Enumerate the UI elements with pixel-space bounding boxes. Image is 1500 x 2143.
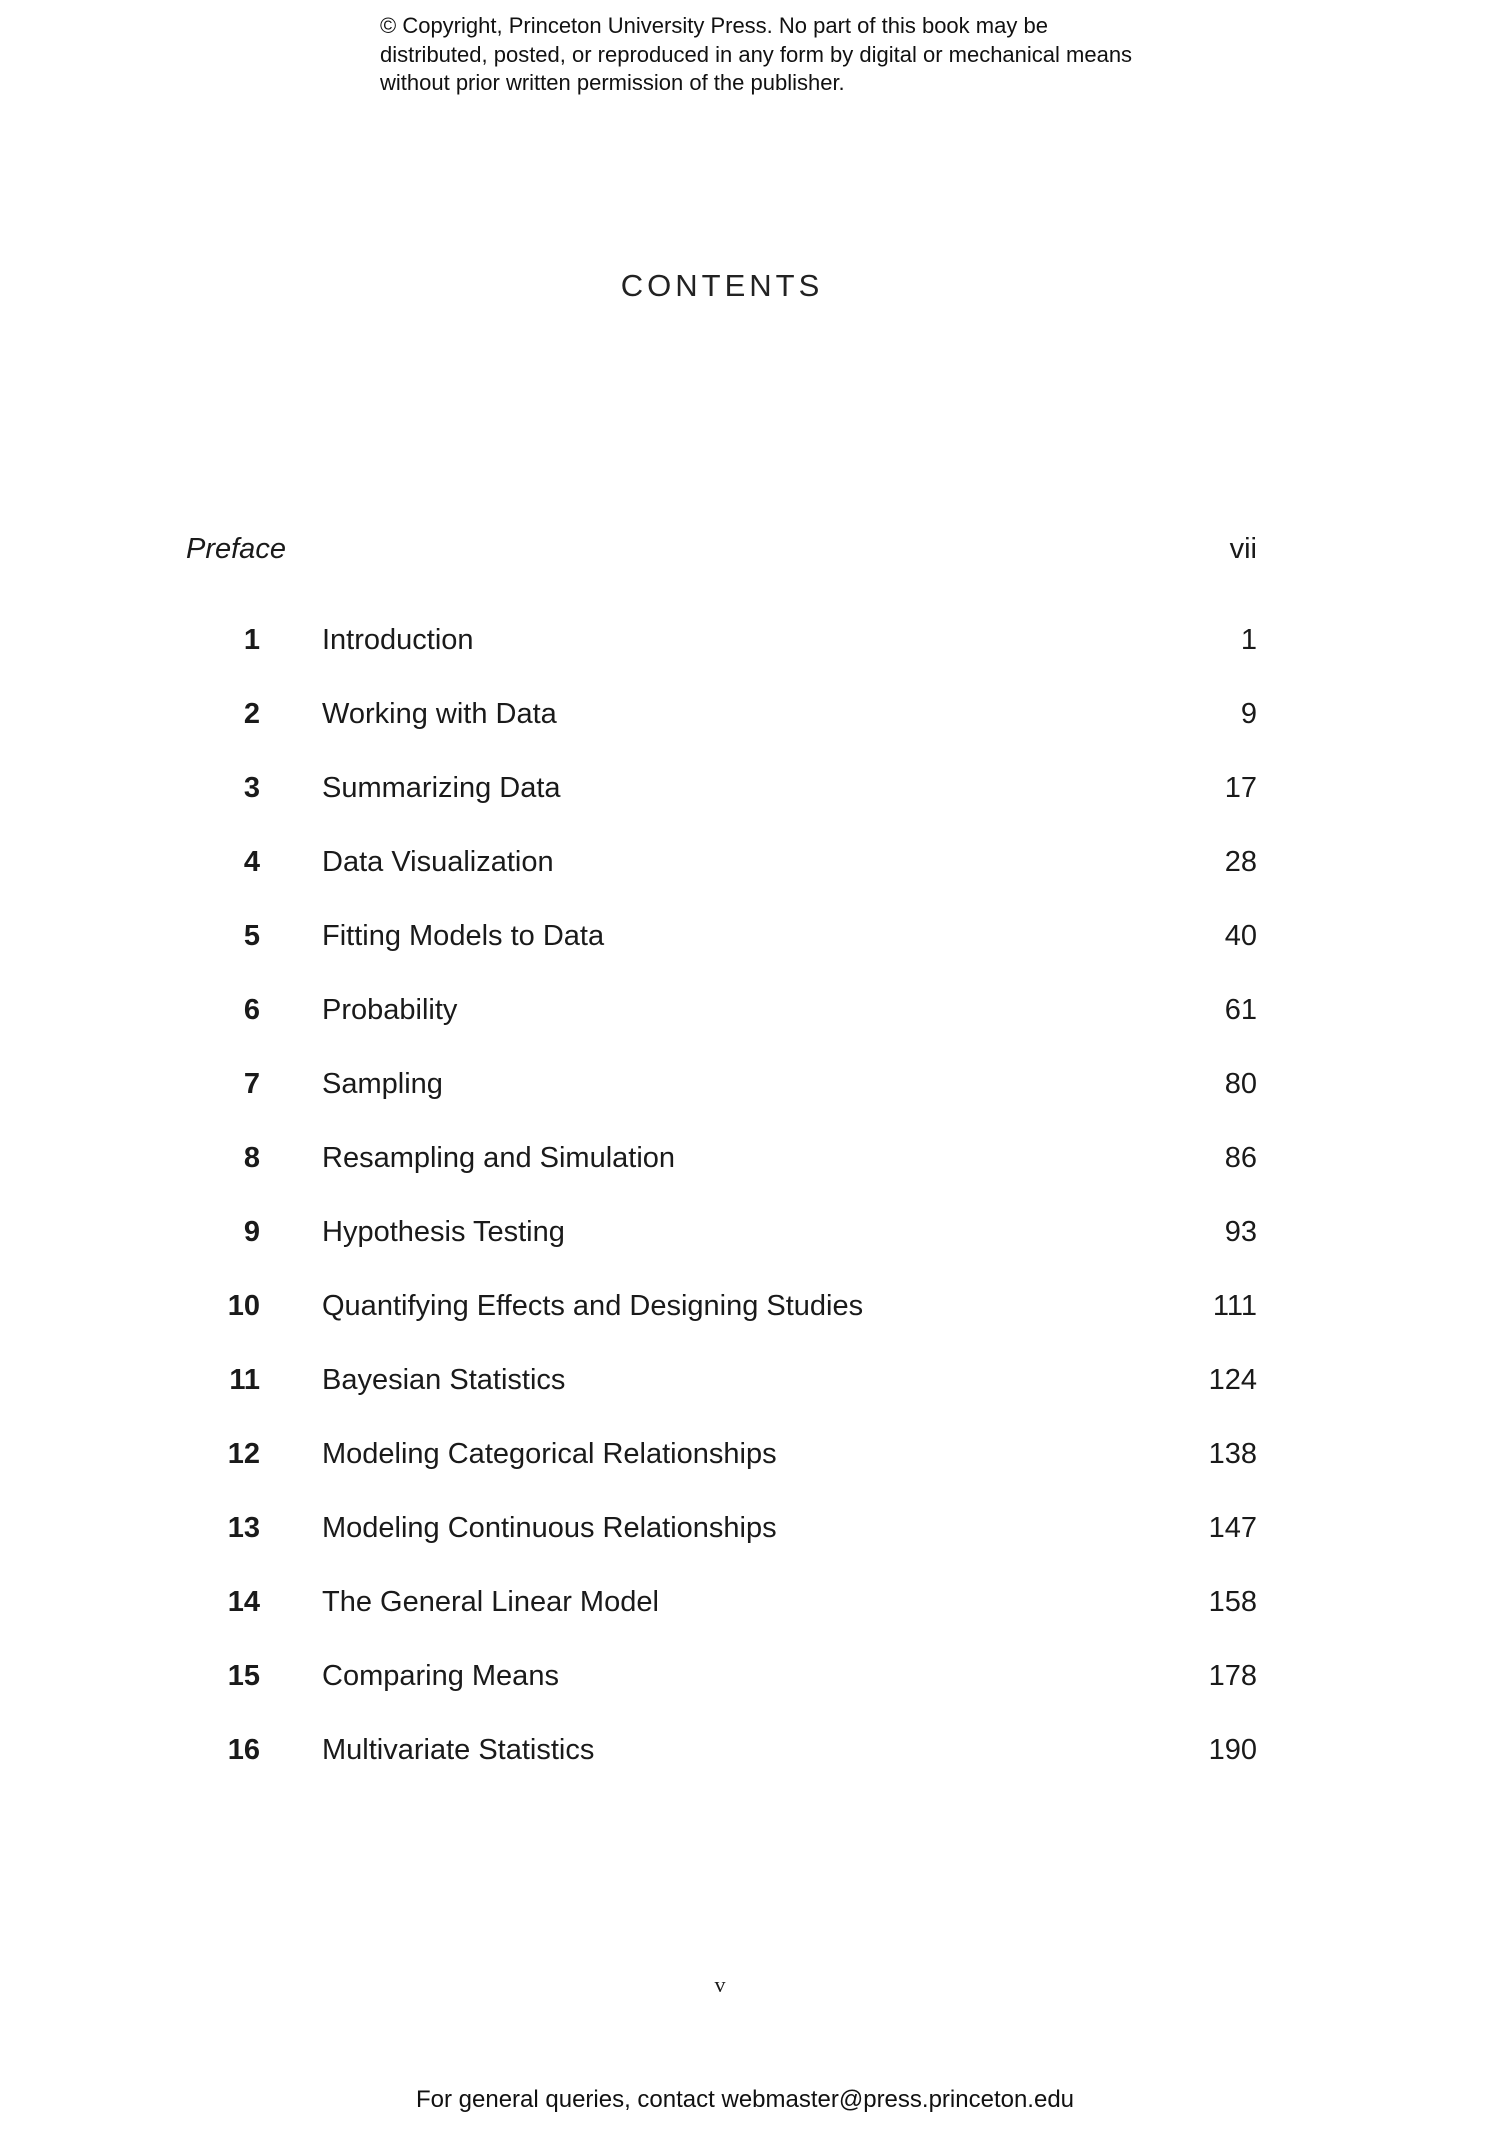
chapter-number: 2 bbox=[243, 698, 260, 730]
chapter-title: Working with Data bbox=[322, 698, 557, 730]
chapter-title: Sampling bbox=[322, 1068, 443, 1100]
toc-entry[interactable] bbox=[0, 772, 1500, 812]
chapter-title: Fitting Models to Data bbox=[322, 920, 605, 952]
chapter-page: 80 bbox=[1224, 1068, 1257, 1100]
chapter-page: 61 bbox=[1224, 994, 1257, 1026]
toc-entry[interactable] bbox=[0, 1438, 1500, 1478]
toc-entry[interactable] bbox=[0, 1364, 1500, 1404]
chapter-title: Multivariate Statistics bbox=[322, 1734, 595, 1766]
chapter-number: 11 bbox=[229, 1364, 260, 1396]
chapter-number: 12 bbox=[227, 1438, 260, 1470]
chapter-title: Bayesian Statistics bbox=[322, 1364, 566, 1396]
page-number: v bbox=[714, 1972, 726, 1997]
toc-entry[interactable] bbox=[0, 920, 1500, 960]
chapter-number: 16 bbox=[227, 1734, 260, 1766]
toc-entry[interactable] bbox=[0, 1660, 1500, 1700]
chapter-number: 14 bbox=[227, 1586, 260, 1618]
chapter-number: 8 bbox=[243, 1142, 260, 1174]
chapter-number: 10 bbox=[227, 1290, 260, 1322]
chapter-number: 9 bbox=[243, 1216, 260, 1248]
chapter-number: 13 bbox=[227, 1512, 260, 1544]
chapter-title: Data Visualization bbox=[322, 846, 554, 878]
chapter-number: 15 bbox=[227, 1660, 260, 1692]
chapter-number: 5 bbox=[243, 920, 260, 952]
chapter-title: Comparing Means bbox=[322, 1660, 559, 1692]
chapter-title: Introduction bbox=[322, 624, 474, 656]
page-title: CONTENTS bbox=[620, 268, 824, 303]
chapter-page: 28 bbox=[1224, 846, 1257, 878]
toc-entry-page: vii bbox=[1229, 533, 1257, 565]
chapter-page: 178 bbox=[1208, 1660, 1257, 1692]
chapter-title: Modeling Categorical Relationships bbox=[322, 1438, 777, 1470]
chapter-page: 147 bbox=[1208, 1512, 1257, 1544]
toc-entry[interactable] bbox=[0, 1290, 1500, 1330]
chapter-page: 9 bbox=[1240, 698, 1257, 730]
chapter-page: 17 bbox=[1224, 772, 1257, 804]
toc-entry[interactable] bbox=[0, 994, 1500, 1034]
chapter-page: 86 bbox=[1224, 1142, 1257, 1174]
chapter-number: 1 bbox=[243, 624, 260, 656]
chapter-number: 4 bbox=[243, 846, 260, 878]
chapter-title: Resampling and Simulation bbox=[322, 1142, 676, 1174]
chapter-number: 7 bbox=[243, 1068, 260, 1100]
chapter-page: 40 bbox=[1224, 920, 1257, 952]
chapter-title: The General Linear Model bbox=[322, 1586, 659, 1618]
toc-entry[interactable] bbox=[0, 1142, 1500, 1182]
toc-entry[interactable] bbox=[0, 846, 1500, 886]
toc-entry[interactable] bbox=[0, 698, 1500, 738]
toc-entry-title: Preface bbox=[186, 533, 286, 565]
copyright-notice: © Copyright, Princeton University Press. No part of this book may be distributed, posted, or reproduced in any form by digital or mechanical means without prior written permission of the publisher. bbox=[380, 13, 1133, 95]
chapter-title: Hypothesis Testing bbox=[322, 1216, 565, 1248]
toc-entry[interactable] bbox=[0, 1068, 1500, 1108]
toc-entry-preface[interactable] bbox=[0, 533, 1500, 573]
toc-entry[interactable] bbox=[0, 1586, 1500, 1626]
footer-contact: For general queries, contact webmaster@press.princeton.edu bbox=[415, 2086, 1075, 2113]
chapter-page: 1 bbox=[1240, 624, 1257, 656]
chapter-page: 93 bbox=[1224, 1216, 1257, 1248]
chapter-page: 190 bbox=[1208, 1734, 1257, 1766]
toc-entry[interactable] bbox=[0, 624, 1500, 664]
chapter-title: Summarizing Data bbox=[322, 772, 561, 804]
chapter-title: Probability bbox=[322, 994, 458, 1026]
chapter-page: 138 bbox=[1208, 1438, 1257, 1470]
toc-entry[interactable] bbox=[0, 1512, 1500, 1552]
chapter-page: 111 bbox=[1212, 1290, 1257, 1322]
chapter-number: 3 bbox=[243, 772, 260, 804]
chapter-number: 6 bbox=[243, 994, 260, 1026]
chapter-title: Quantifying Effects and Designing Studies bbox=[322, 1290, 864, 1322]
chapter-title: Modeling Continuous Relationships bbox=[322, 1512, 777, 1544]
chapter-page: 124 bbox=[1208, 1364, 1257, 1396]
toc-entry[interactable] bbox=[0, 1734, 1500, 1774]
chapter-page: 158 bbox=[1208, 1586, 1257, 1618]
toc-entry[interactable] bbox=[0, 1216, 1500, 1256]
